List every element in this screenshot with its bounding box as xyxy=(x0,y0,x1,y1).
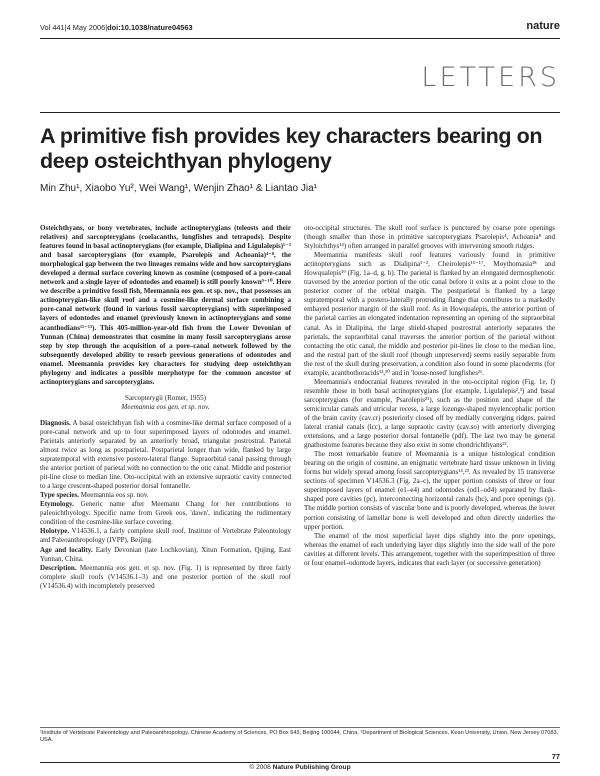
age-locality-text: Early Devonian (late Lochkovian), Xitun Formation, Qujing, East Yunnan, China. xyxy=(40,545,292,563)
holotype-label: Holotype. xyxy=(40,527,70,536)
etymology-label: Etymology. xyxy=(40,500,74,509)
description-text: Meemannia eos gen. et sp. nov. (Fig. 1) is represented by three fairly complete skull roofs (V14536.1–3) and one posterior portion of the skull roof (V14536.4) with incompletely preserved xyxy=(40,563,292,590)
copyright-year: © 2006 xyxy=(249,764,271,771)
page-number: 77 xyxy=(551,752,560,761)
etymology-paragraph xyxy=(40,500,291,527)
footnote-rule xyxy=(40,727,560,728)
diagnosis-label: Diagnosis. xyxy=(40,418,71,427)
taxon-species xyxy=(40,403,291,413)
type-species-label: Type species. xyxy=(40,491,80,500)
journal-name: nature xyxy=(526,20,560,32)
body-paragraph-1: oto-occipital structures. The skull roof surface is punctured by coarse pore openings (though smaller than those in primitive sarcopterygians Psarolepis⁴, Achoania⁸ and Styloichthys¹⁴) often arranged in parallel grooves with intervening smooth ridges. xyxy=(304,224,555,251)
citation-line xyxy=(40,23,193,32)
description-label: Description. xyxy=(40,563,77,572)
abstract: Osteichthyans, or bony vertebrates, include actinopterygians (teleosts and their relatives) and sarcopterygians (coelacanths, lungfishes and tetrapods). Despite features found in basal actinopterygians (for example, Dialipina and Ligulalepis)¹⁻³ and basal sarcopterygians (for example, Psarolepis and Achoania)⁴⁻⁸, the morphological gap between the two lineages remains wide and how sarcopterygians developed a dermal surface covering known as cosmine (composed of a pore-canal network and a single layer of odontodes and enamel) is still poorly known⁹⁻¹⁰. Here we describe a primitive fossil fish, Meemannia eos gen. et sp. nov., that possesses an actinopterygian-like skull roof and a cosmine-like dermal surface combining a pore-canal network (found in various fossil sarcopterygians) with superimposed layers of odontodes and enamel (previously known in actinopterygians and some acanthodians¹¹⁻¹³). This 405-million-year-old fish from the Lower Devonian of Yunnan (China) demonstrates that cosmine in many fossil sarcopterygians arose step by step through the acquisition of a pore–canal network followed by the subsequently developed ability to resorb previous generations of odontodes and enamel. Meemannia provides key characters for studying deep osteichthyan phylogeny and indicates a possible morphotype for the common ancestor of actinopterygians and sarcopterygians. xyxy=(40,224,291,386)
author-list: Min Zhu¹, Xiaobo Yu², Wei Wang¹, Wenjin Zhao¹ & Liantao Jia¹ xyxy=(40,183,317,194)
type-species-paragraph xyxy=(40,491,291,500)
article-title: A primitive fish provides key characters bearing on deep osteichthyan phylogeny xyxy=(40,124,543,173)
doi-text[interactable]: doi:10.1038/nature04563 xyxy=(107,23,193,32)
age-locality-label: Age and locality. xyxy=(40,545,93,554)
affiliation-footnote: ¹Institute of Vertebrate Paleontology and Paleoanthropology, Chinese Academy of Sciences, PO Box 643, Beijing 100044, China. ²Department of Biological Sciences, Kean University, Union, New Jersey 07083, USA. xyxy=(40,730,559,744)
type-species-text: Meemannia eos sp. nov. xyxy=(80,491,149,500)
publisher-name: Nature Publishing Group xyxy=(272,764,351,771)
copyright-line xyxy=(0,764,600,771)
diagnosis-text: A basal osteichthyan fish with a cosmine-like dermal surface composed of a pore-canal network and up to four superimposed layers of odontodes and enamel. Parietals anteriorly separated by an anteriorly broad, triangular postrostral. Parietal almost twice as long as postparietal. Postparietal longer than wide, flanked by large supratemporal with extensive postero-lateral flange. Supraorbital canal passing through the anterior portion of parietal with no connection to the otic canal. Middle and posterior pit-line close to median line. Oto-occipital with an extensive supraotic cavity connected to a large crescent-shaped posterior dorsal fontanelle. xyxy=(40,418,292,491)
holotype-text: V14536.1, a fairly complete skull roof, Institute of Vertebrate Paleontology and Paleoanthropology (IVPP), Beijing. xyxy=(40,527,291,545)
taxon-block xyxy=(40,394,291,413)
section-rule xyxy=(40,112,560,113)
footer-rule xyxy=(40,762,560,763)
left-column xyxy=(40,224,291,591)
taxon-species-text: Meemannia eos gen. et sp. nov. xyxy=(121,403,210,412)
body-paragraph-3: Meemannia's endocranial features revealed in the oto-occipital region (Fig. 1e, f) resemble those in both basal actinopterygians (for example, Ligulalepis²,³) and basal sarcopterygians (for example, Psarolepis²¹), such as the position and shape of the semicircular canals and utricular recess, a large lozenge-shaped myelencephalic portion of the brain cavity (cav.cr) posteriorly closed off by medially converging ridges, paired lateral cranial canals (lcc), a large supraotic cavity (cav.so) with anteriorly diverging extensions, and a large posterior dorsal fontanelle (pdf). The last two may be general gnathostome features because they also exist in some chondrichthyans²². xyxy=(304,377,555,450)
running-header xyxy=(40,20,560,37)
body-paragraph-4: The most remarkable feature of Meemannia is a unique histological condition bearing on the origin of cosmine, an enigmatic vertebrate hard tissue unknown in living forms but widely spread among fossil sarcopterygians¹⁴,²³. As revealed by 15 transverse sections of specimen V14536.3 (Fig. 2a–c), the upper portion consists of three or four superimposed layers of enamel (e1–e4) and odontodes (od1–od4) separated by flask-shaped pore cavities (pc), interconnecting horizontal canals (hc), and pore openings (p). The middle portion consists of vascular bone and is poorly developed, whereas the lower portion consisting of lamellar bone is well developed and often directly underlies the upper portion. xyxy=(304,450,555,531)
diagnosis-paragraph xyxy=(40,419,291,491)
right-column xyxy=(304,224,555,568)
etymology-text: Generic name after Meemann Chang for her contributions to paleoichthyology. Specific name from Greek eos, 'dawn', indicating the rudimentary condition of the cosmine-like surface covering. xyxy=(40,500,291,527)
body-paragraph-5: The enamel of the most superficial layer dips slightly into the pore openings, whereas the enamel of each underlying layer dips slightly into the side wall of the pore cavities at different levels. This arrangement, together with the superimposition of three or four enamel–odontode layers, indicates that each layer (or successive generation) xyxy=(304,531,555,567)
age-locality-paragraph xyxy=(40,546,291,564)
body-paragraph-2: Meemannia manifests skull roof features variously found in primitive actinopterygians such as Dialipina¹⁻², Cheirolepis¹⁵⁻¹⁷, Moythomasia¹⁸ and Howqualepis¹⁹ (Fig. 1a–d, g, h). The parietal is flanked by an elongated dermosphenotic traversed by the anterior portion of the otic canal before it exits at a point close to the posterior corner of the orbital margin. The postparietal is flanked by a large supratemporal with a postero-laterally protruding flange that contributes to a markedly embayed posterior margin of the skull roof. As in Howqualepis, the anterior portion of the parietal carries an elongated indentation representing an opening of the supraorbital canal. As in Dialipina, the large shield-shaped postrostral anteriorly separates the parietals, the supraorbital canal traverses the anterior portion of the parietal without contacting the otic canal, the middle and posterior pit-lines lie close to the median line, and the rostral part of the skull roof (though unpreserved) seems easily separable from the rest of the skull during preservation, a condition also found in some placoderms (for example, acanthothoracids¹³,²⁰ and in 'loose-nosed' lungfishes²¹. xyxy=(304,251,555,377)
description-paragraph xyxy=(40,564,291,591)
taxon-class: Sarcopterygii (Romer, 1955) xyxy=(125,393,206,402)
header-rule xyxy=(40,38,560,39)
citation-volume: Vol 441|4 May 2006| xyxy=(40,23,108,32)
section-label: LETTERS xyxy=(421,62,560,93)
holotype-paragraph xyxy=(40,527,291,545)
